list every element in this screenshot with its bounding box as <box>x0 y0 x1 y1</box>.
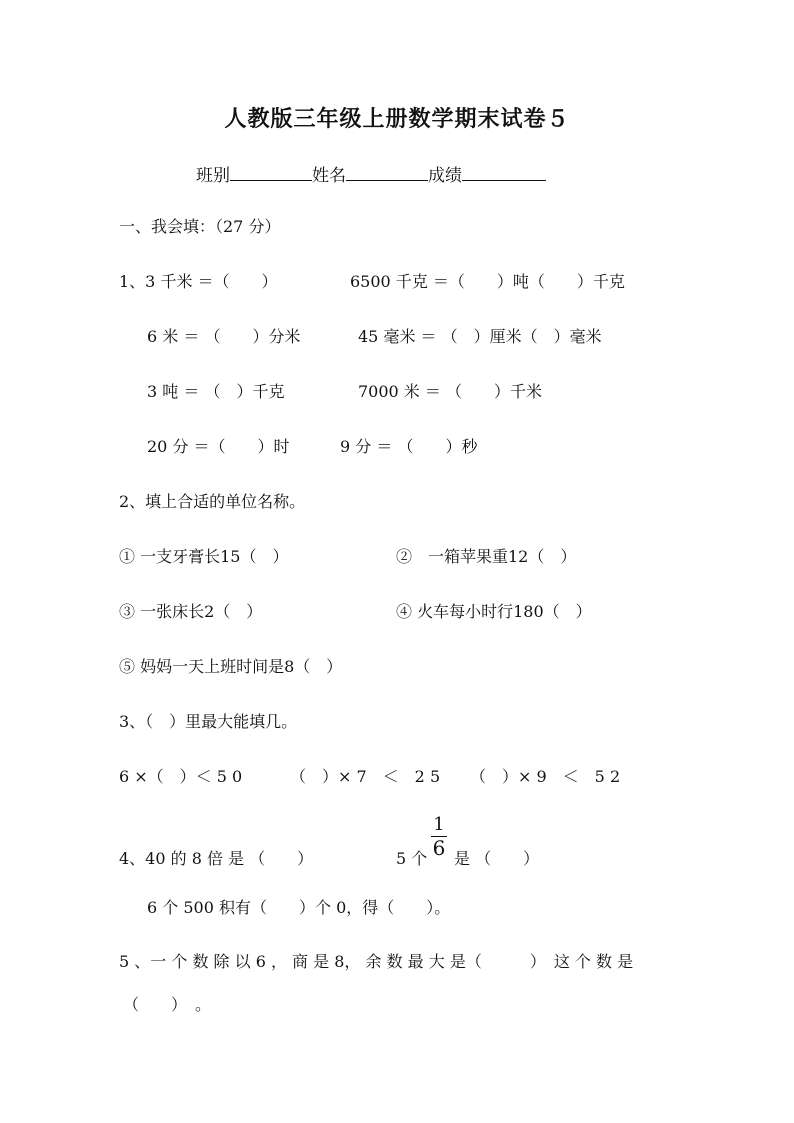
fraction-one-sixth <box>429 815 449 860</box>
q1-row3-a: 3 吨 ＝ （ ）千克 <box>147 382 285 401</box>
score-blank[interactable] <box>462 166 546 181</box>
q1-row1-a: 1、3 千米 ＝（ ） <box>119 272 278 291</box>
q4-part-a: 4、40 的 8 倍 是 （ ） <box>119 849 314 868</box>
q2-item4: ④ 火车每小时行180（ ） <box>396 602 592 621</box>
q1-row4-a: 20 分 ＝（ ）时 <box>147 437 290 456</box>
student-info-row <box>196 161 546 186</box>
score-label: 成绩 <box>428 166 462 186</box>
q5-line1: 5 、一 个 数 除 以 6 ， 商 是 8， 余 数 最 大 是（ ） 这 个 数 是 <box>119 952 634 971</box>
q1-row2-a: 6 米 ＝ （ ）分米 <box>147 327 301 346</box>
q2-item5: ⑤ 妈妈一天上班时间是8（ ） <box>119 657 343 676</box>
q3-expr2: （ ）× 7 ＜ 2 5 <box>290 767 441 786</box>
page-title: 人教版三年级上册数学期末试卷５ <box>224 106 570 132</box>
q2-item3: ③ 一张床长2（ ） <box>119 602 263 621</box>
q4-part-b-prefix: 5 个 <box>396 849 428 868</box>
name-label: 姓名 <box>312 166 346 186</box>
q4-row2: 6 个 500 积有（ ）个 0，得（ ）。 <box>147 898 451 917</box>
fraction-numerator: 1 <box>433 814 445 835</box>
q2-item1: ① 一支牙膏长15（ ） <box>119 547 289 566</box>
q5-line2: （ ） 。 <box>123 995 212 1014</box>
q3-expr1: 6 ×（ ）＜ 5 0 <box>119 767 243 786</box>
q1-row1-b: 6500 千克 ＝（ ）吨（ ）千克 <box>350 272 625 291</box>
class-blank[interactable] <box>230 166 312 181</box>
section1-heading: 一、我会填：（27 分） <box>119 217 281 236</box>
class-label: 班别 <box>196 166 230 186</box>
q1-row2-b: 45 毫米 ＝ （ ）厘米（ ）毫米 <box>358 327 602 346</box>
q2-item2: ② 一箱苹果重12（ ） <box>396 547 577 566</box>
q3-heading: 3、（ ）里最大能填几。 <box>119 712 298 731</box>
q1-row3-b: 7000 米 ＝ （ ）千米 <box>358 382 542 401</box>
q3-expr3: （ ）× 9 ＜ 5 2 <box>470 767 621 786</box>
q1-row4-b: 9 分 ＝ （ ）秒 <box>340 437 478 456</box>
q4-part-b-suffix: 是 （ ） <box>454 849 540 868</box>
name-blank[interactable] <box>346 166 428 181</box>
fraction-denominator: 6 <box>432 836 446 860</box>
q2-heading: 2、填上合适的单位名称。 <box>119 492 306 511</box>
